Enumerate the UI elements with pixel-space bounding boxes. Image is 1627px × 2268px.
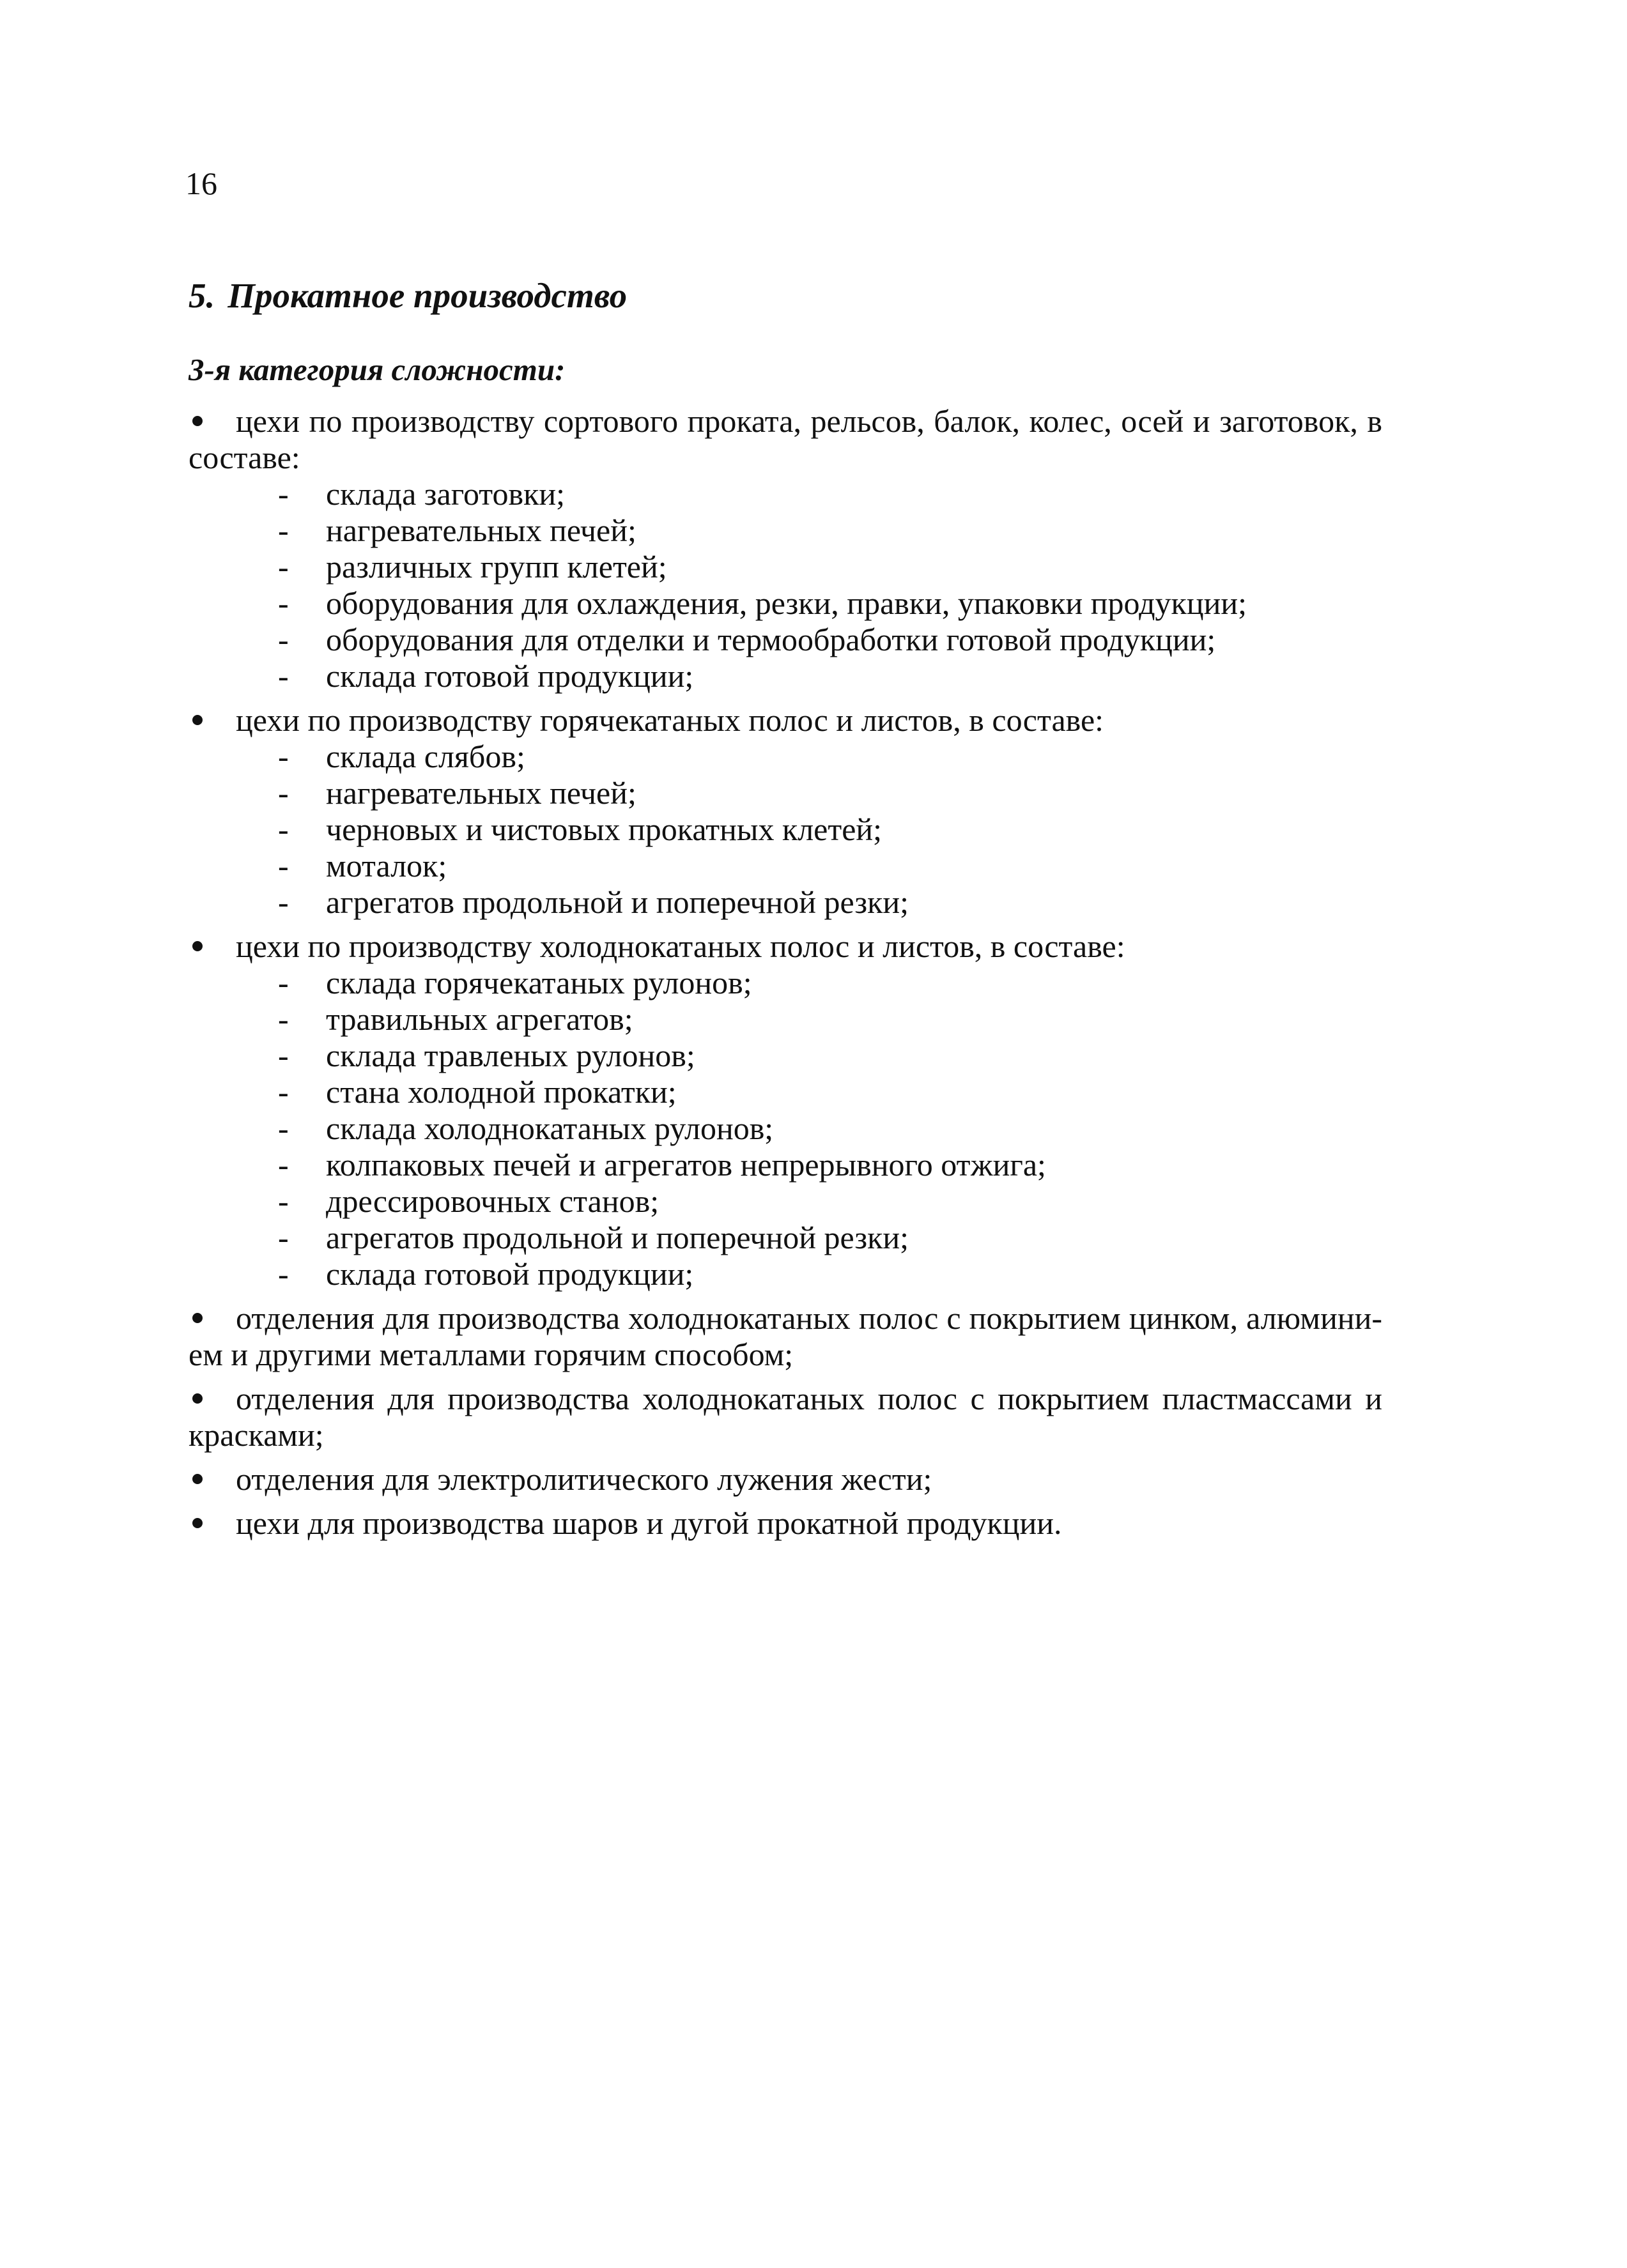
sub-list-item: [189, 739, 1382, 775]
bullet-icon: [192, 416, 203, 426]
bullet-icon: [192, 1393, 203, 1404]
bullet-item: [189, 1381, 1382, 1453]
sub-item-text: колпаковых печей и агрегатов непрерывного отжига;: [326, 1147, 1046, 1183]
sub-item-text: склада горячекатаных рулонов;: [326, 965, 752, 1000]
bullet-item: [189, 702, 1382, 921]
dash-icon: -: [278, 1183, 289, 1219]
sub-list-item: [189, 585, 1382, 622]
sub-item-text: склада травленых рулонов;: [326, 1038, 695, 1073]
sub-item-text: склада заготовки;: [326, 476, 566, 512]
sub-list-item: [189, 848, 1382, 884]
section-title-text: Прокатное производство: [227, 276, 628, 315]
bullet-text: цехи для производства шаров и дугой прокатной продукции.: [236, 1505, 1062, 1541]
dash-icon: -: [278, 622, 289, 657]
sub-item-text: склада слябов;: [326, 739, 525, 774]
dash-icon: -: [278, 1001, 289, 1037]
bullet-item: [189, 928, 1382, 1292]
bullet-text-wrap: [189, 1300, 1382, 1373]
dash-icon: -: [278, 1220, 289, 1255]
dash-icon: -: [278, 1147, 289, 1183]
page-content: [189, 278, 1382, 1549]
sub-item-text: агрегатов продольной и поперечной резки;: [326, 884, 909, 920]
sub-item-text: оборудования для охлаждения, резки, правки, упаковки продукции;: [326, 585, 1247, 621]
sub-item-text: склада готовой продукции;: [326, 658, 694, 694]
sub-list-item: [189, 1038, 1382, 1074]
bullet-text: цехи по производству холоднокатаных полос и листов, в составе:: [236, 928, 1125, 964]
sub-list-item: [189, 1256, 1382, 1292]
sub-item-text: стана холодной прокатки;: [326, 1074, 677, 1110]
sub-item-text: дрессировочных станов;: [326, 1183, 659, 1219]
bullet-item: [189, 403, 1382, 694]
category-heading: 3-я категория сложности:: [189, 352, 566, 387]
dash-icon: -: [278, 1110, 289, 1146]
bullet-text-wrap: [189, 1381, 1382, 1453]
dash-icon: -: [278, 775, 289, 811]
dash-icon: -: [278, 848, 289, 884]
sub-list-item: [189, 884, 1382, 921]
sub-list-item: [189, 1147, 1382, 1183]
dash-icon: -: [278, 1256, 289, 1292]
sub-item-text: агрегатов продольной и поперечной резки;: [326, 1220, 909, 1255]
sub-list-item: [189, 1074, 1382, 1110]
sub-list-item: [189, 965, 1382, 1001]
sub-item-text: травильных агрегатов;: [326, 1001, 633, 1037]
bullet-item: [189, 1300, 1382, 1373]
sub-list-item: [189, 476, 1382, 512]
bullet-item: [189, 1461, 1382, 1498]
bullet-text: отделения для производства холоднокатаных полос с покрытием пластмассами и красками;: [189, 1381, 1382, 1453]
sub-item-text: склада готовой продукции;: [326, 1256, 694, 1292]
sub-list-item: [189, 1001, 1382, 1038]
bullet-text: цехи по производству сортового проката, рельсов, балок, колес, осей и заготовок, в составе:: [189, 403, 1382, 475]
bullet-text: отделения для производства холоднокатаных полос с покрытием цинком, алюмини-ем и другими металлами горячим способом;: [189, 1300, 1382, 1372]
sub-list-item: [189, 1183, 1382, 1220]
dash-icon: -: [278, 658, 289, 694]
dash-icon: -: [278, 884, 289, 920]
bullet-text-line: [189, 928, 1382, 965]
section-number: 5.: [189, 276, 215, 315]
sub-list-item: [189, 1220, 1382, 1256]
sub-list-item: [189, 622, 1382, 658]
dash-icon: -: [278, 549, 289, 585]
sub-list-item: [189, 1110, 1382, 1147]
sub-item-text: нагревательных печей;: [326, 512, 636, 548]
sub-list: [189, 476, 1382, 694]
bullet-icon: [192, 715, 203, 725]
sub-item-text: оборудования для отделки и термообработки готовой продукции;: [326, 622, 1216, 657]
bullet-icon: [192, 941, 203, 951]
sub-list-item: [189, 549, 1382, 585]
dash-icon: -: [278, 1038, 289, 1073]
bullet-text: отделения для электролитического лужения жести;: [236, 1461, 932, 1497]
dash-icon: -: [278, 739, 289, 774]
bullet-icon: [192, 1313, 203, 1323]
sub-list-item: [189, 811, 1382, 848]
dash-icon: -: [278, 811, 289, 847]
bullet-icon: [192, 1474, 203, 1484]
sub-item-text: моталок;: [326, 848, 447, 884]
dash-icon: -: [278, 965, 289, 1000]
page-number: 16: [185, 165, 217, 201]
dash-icon: -: [278, 476, 289, 512]
sub-list: [189, 739, 1382, 921]
bullet-text-line: [189, 702, 1382, 739]
dash-icon: -: [278, 512, 289, 548]
bullet-text-line: [189, 1461, 1382, 1498]
sub-list-item: [189, 658, 1382, 694]
dash-icon: -: [278, 1074, 289, 1110]
bullet-text-wrap: [189, 403, 1382, 476]
sub-item-text: склада холоднокатаных рулонов;: [326, 1110, 774, 1146]
sub-item-text: различных групп клетей;: [326, 549, 667, 585]
bullet-text: цехи по производству горячекатаных полос и листов, в составе:: [236, 702, 1104, 738]
sub-item-text: черновых и чистовых прокатных клетей;: [326, 811, 883, 847]
sub-list-item: [189, 512, 1382, 549]
sub-list-item: [189, 775, 1382, 811]
bullet-icon: [192, 1518, 203, 1528]
sub-item-text: нагревательных печей;: [326, 775, 636, 811]
bullet-item: [189, 1505, 1382, 1542]
bullet-text-line: [189, 1505, 1382, 1542]
sub-list: [189, 965, 1382, 1292]
section-title: [189, 278, 1382, 313]
dash-icon: -: [278, 585, 289, 621]
